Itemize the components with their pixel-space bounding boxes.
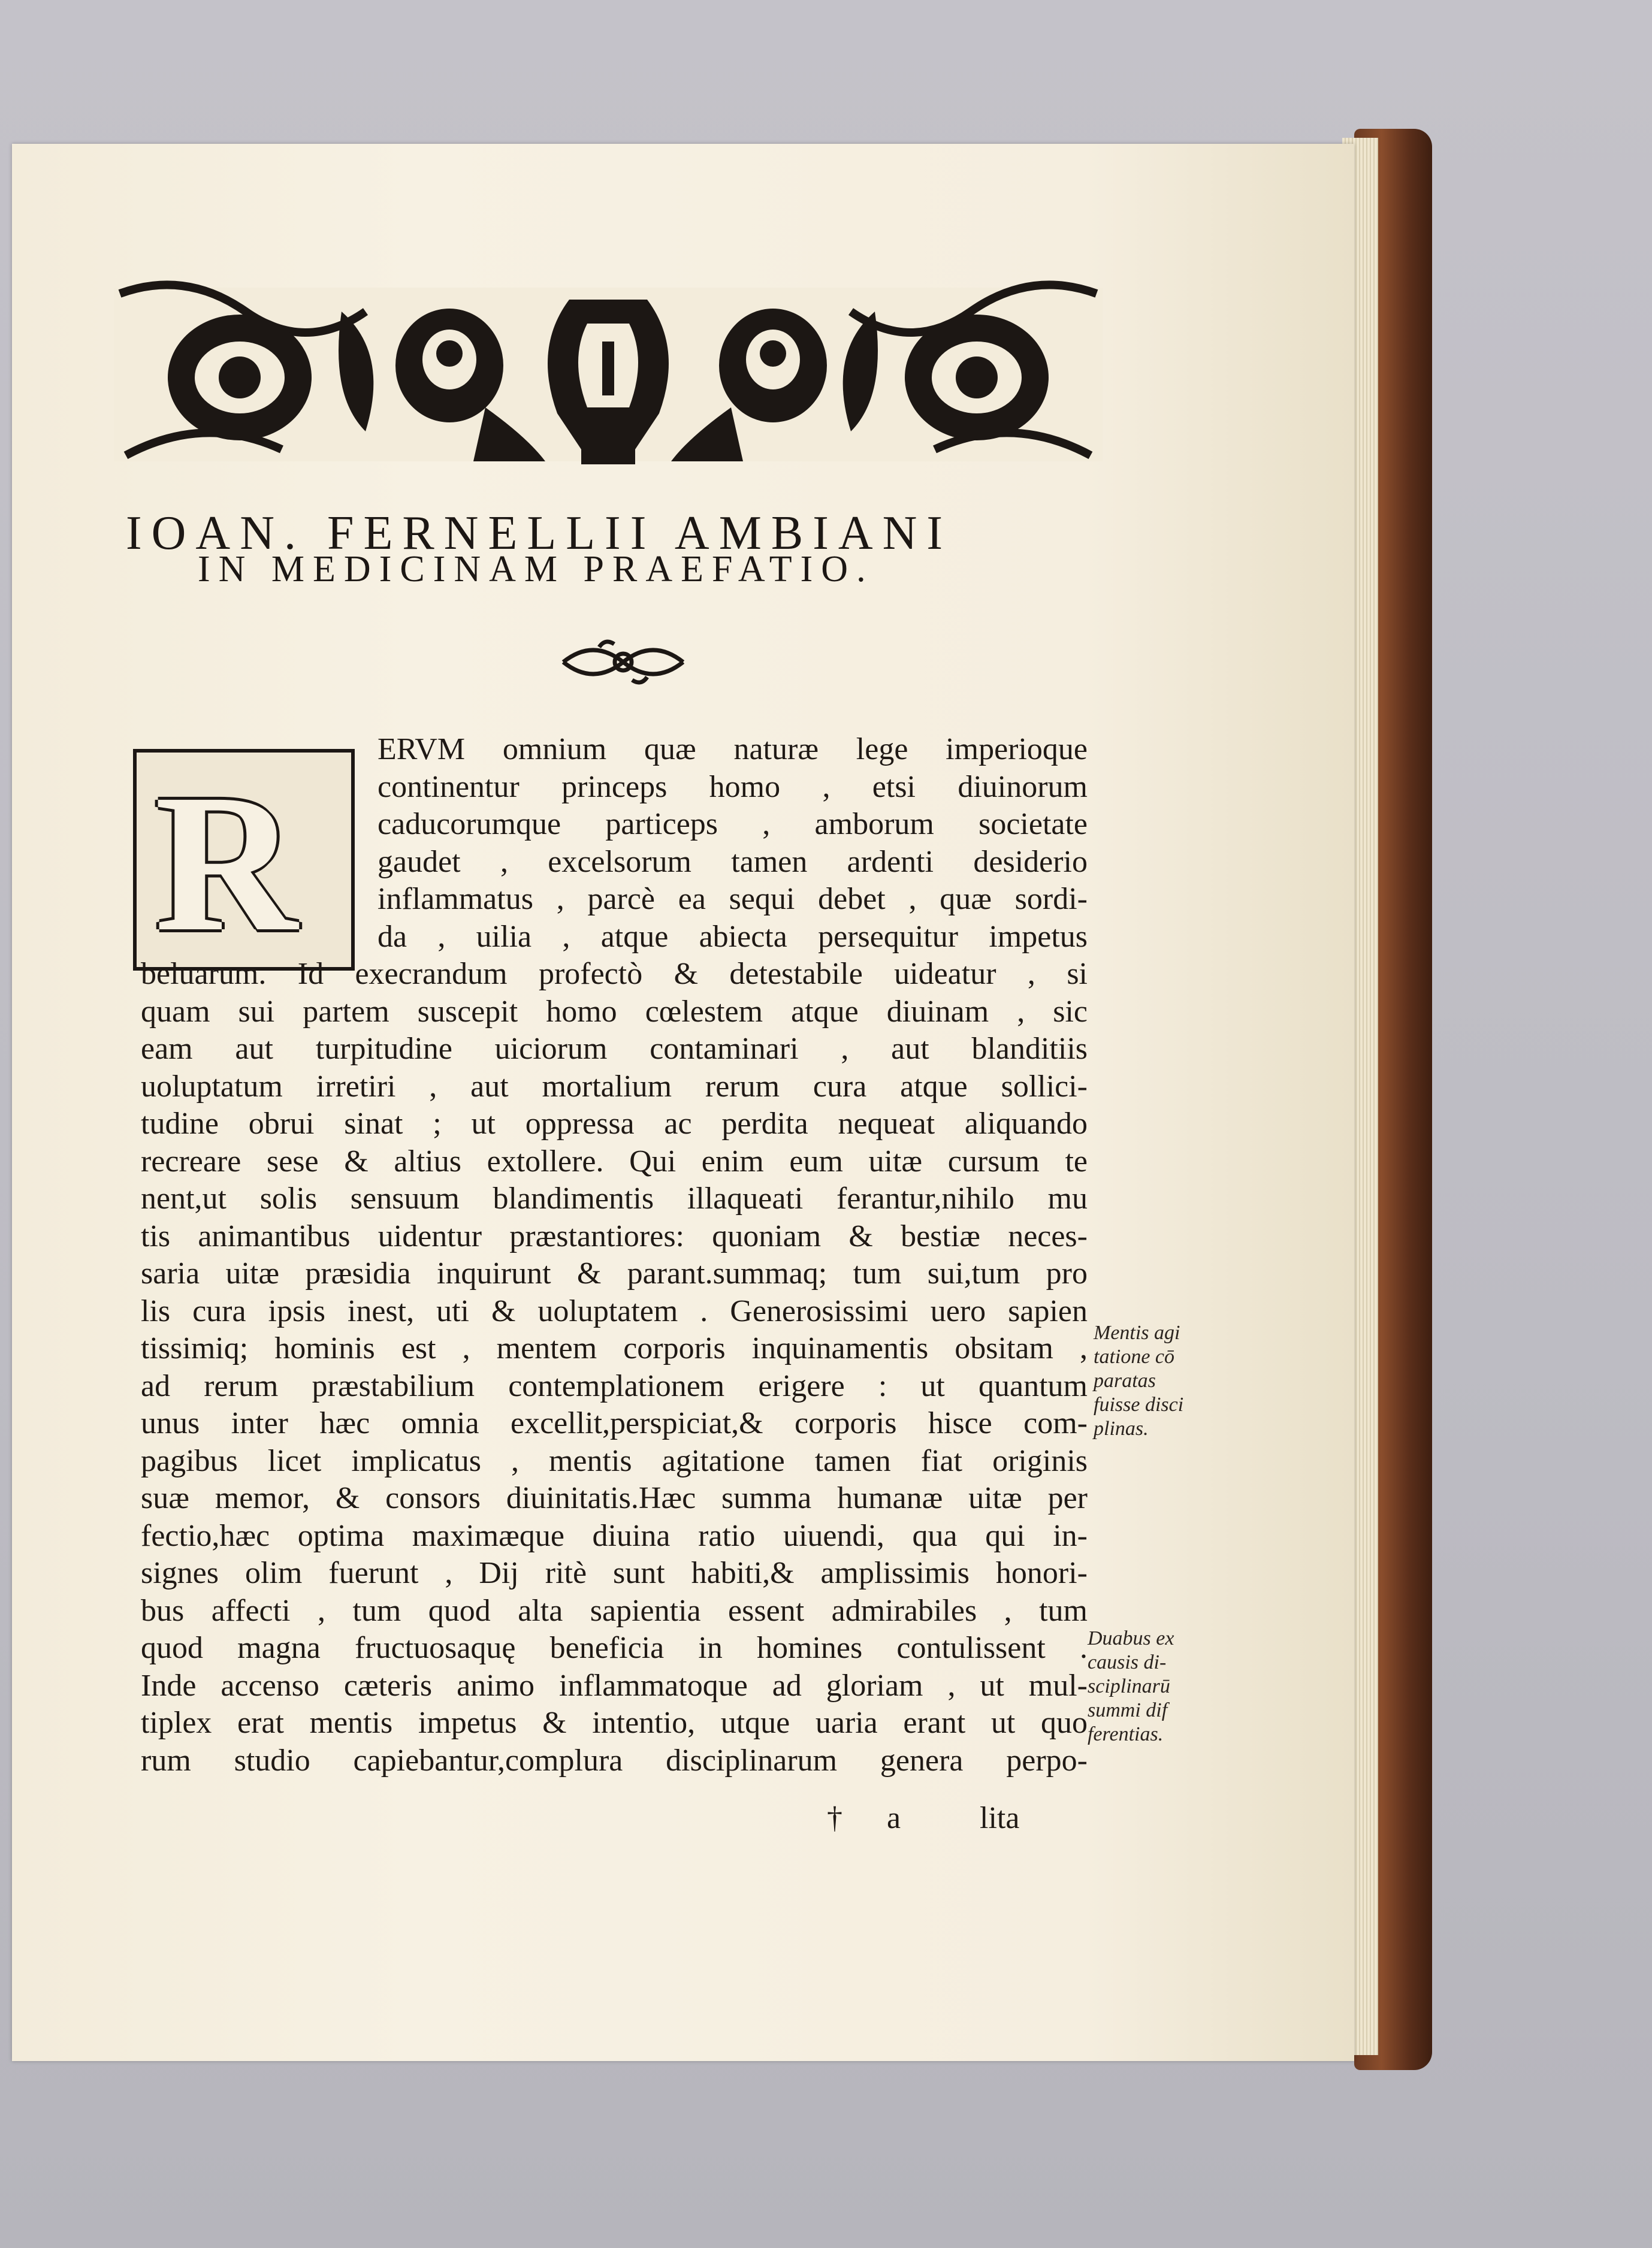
text-line: rum studio capiebantur,complura disciplinarum genera perpo- (141, 1743, 1088, 1778)
text-line: tudine obrui sinat ; ut oppressa ac perdita nequeat aliquando (141, 1107, 1088, 1141)
initial-letter: R (155, 754, 298, 972)
text-line: saria uitæ præsidia inquirunt & parant.summaq; tum sui,tum pro (141, 1256, 1088, 1291)
first-word: ERVM (377, 732, 466, 766)
text-line: uoluptatum irretiri , aut mortalium rerum cura atque sollici- (141, 1069, 1088, 1104)
text-line: lis cura ipsis inest, uti & uoluptatem . Generosissimi uero sapien (141, 1294, 1088, 1328)
text-line: tiplex erat mentis impetus & intentio, utque uaria erant ut quo (141, 1706, 1088, 1740)
text-line: tissimiq; hominis est , mentem corporis inquinamentis obsitam , (141, 1331, 1088, 1365)
text-line: da , uilia , atque abiecta persequitur impetus (377, 919, 1088, 954)
text-line: continentur princeps homo , etsi diuinorum (377, 769, 1088, 804)
text-line: gaudet , excelsorum tamen ardenti desiderio (377, 844, 1088, 879)
text-line: suæ memor, & consors diuinitatis.Hæc summa humanæ uitæ per (141, 1481, 1088, 1515)
text-line: caducorumque particeps , amborum societate (377, 807, 1088, 841)
text-line: bus affecti , tum quod alta sapientia essent admirabiles , tum (141, 1593, 1088, 1628)
text-line: signes olim fuerunt , Dij ritè sunt habiti,& amplissimis honori- (141, 1556, 1088, 1590)
text-line: quod magna fructuosaquę beneficia in homines contulissent . (141, 1631, 1088, 1665)
catchword: lita (980, 1801, 1020, 1835)
marginal-note-2: Duabus ex causis di- sciplinarū summi dif ferentias. (1088, 1627, 1174, 1745)
text-line: eam aut turpitudine uiciorum contaminari , aut blanditiis (141, 1032, 1088, 1066)
text-line: pagibus licet implicatus , mentis agitatione tamen fiat originis (141, 1443, 1088, 1478)
text-line: beluarum. Id execrandum profectò & detestabile uideatur , si (141, 957, 1088, 991)
text-line: unus inter hæc omnia excellit,perspiciat,& corporis hisce com- (141, 1406, 1088, 1440)
marginal-note-1: Mentis agi tatione cō paratas fuisse disci plinas. (1094, 1322, 1184, 1440)
body-text (141, 731, 1088, 1779)
text-line: quam sui partem suscepit homo cœlestem atque diuinam , sic (141, 994, 1088, 1029)
text-line: Inde accenso cæteris animo inflammatoque ad gloriam , ut mul- (141, 1668, 1088, 1703)
woodcut-headpiece-ornament (114, 276, 1103, 473)
text-line: recreare sese & altius extollere. Qui enim eum uitæ cursum te (141, 1144, 1088, 1179)
text-line: nent,ut solis sensuum blandimentis illaqueati ferantur,nihilo mu (141, 1182, 1088, 1216)
title-subject: IN MEDICINAM PRAEFATIO. (198, 549, 874, 590)
text-line: tis animantibus uidentur præstantiores: quoniam & bestiæ neces- (141, 1219, 1088, 1253)
title-author: IOAN. FERNELLII AMBIANI (126, 507, 953, 560)
text-line: ERVM omnium quæ naturæ lege imperioque (377, 732, 1088, 766)
signature-mark: † (827, 1801, 842, 1835)
signature-letter: a (887, 1801, 901, 1835)
text-line: ad rerum præstabilium contemplationem erigere : ut quantum (141, 1368, 1088, 1403)
text-line: fectio,hæc optima maximæque diuina ratio uiuendi, qua qui in- (141, 1518, 1088, 1553)
text-line: inflammatus , parcè ea sequi debet , quæ sordi- (377, 882, 1088, 916)
fleuron-ornament (557, 632, 689, 692)
